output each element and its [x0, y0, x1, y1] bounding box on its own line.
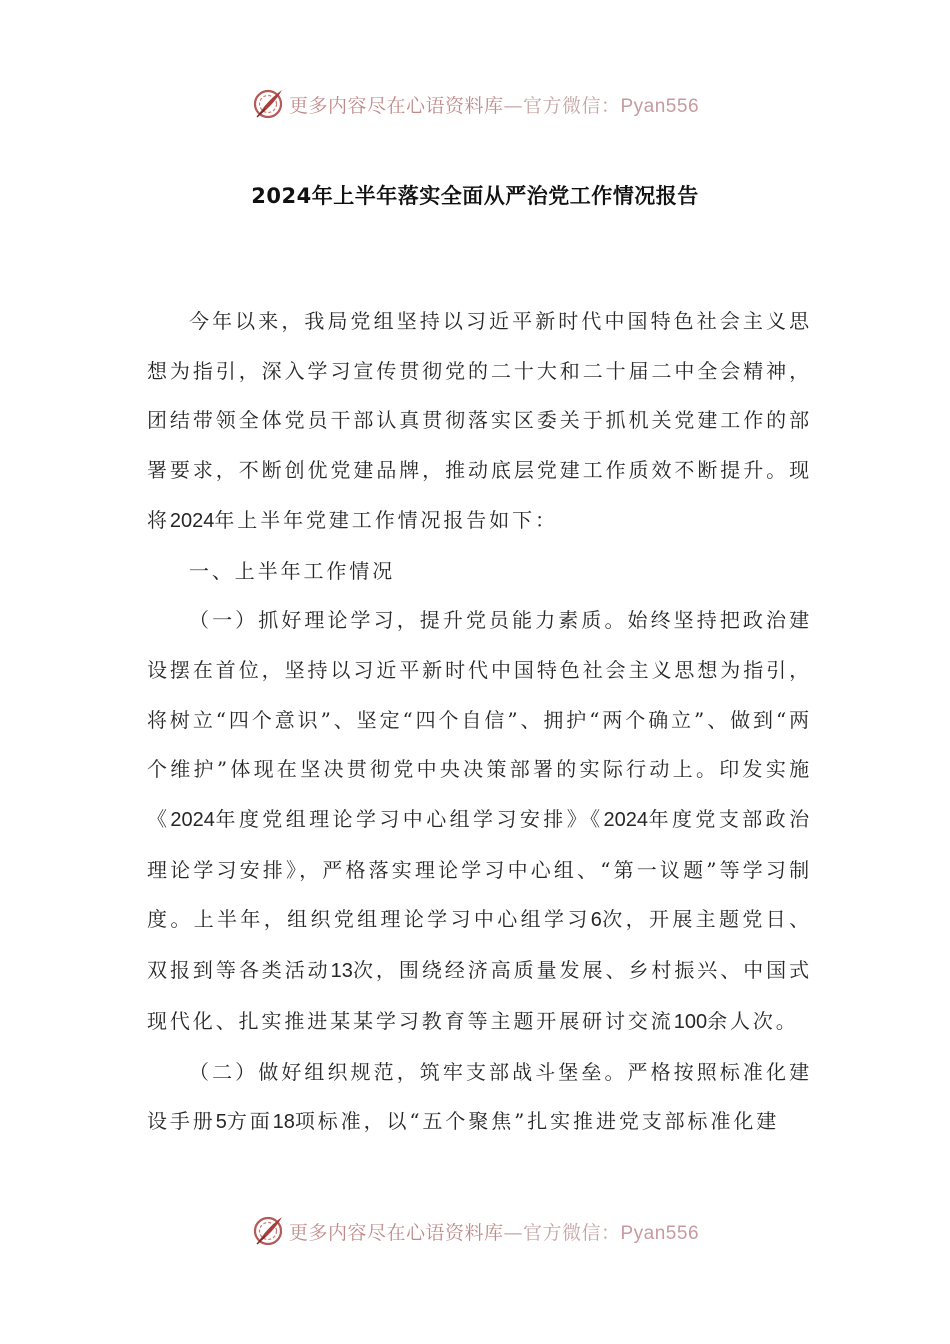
paragraph-organization: （二）做好组织规范，筑牢支部战斗堡垒。严格按照标准化建设手册5方面18项标准，以“五个聚焦”扎实推进党支部标准化建	[147, 1059, 812, 1134]
watermark-site-name: 更多内容尽在心语资料库	[288, 94, 504, 117]
watermark-site-name: 更多内容尽在心语资料库	[288, 1221, 504, 1244]
document-body	[147, 297, 812, 1148]
watermark-text	[289, 91, 699, 118]
watermark-wechat-label: —官方微信：	[503, 1221, 621, 1244]
quill-logo-icon	[251, 1214, 285, 1248]
watermark-wechat-handle: Pyan556	[620, 1222, 700, 1244]
paragraph-theory-study: （一）抓好理论学习，提升党员能力素质。始终坚持把政治建设摆在首位，坚持以习近平新时代中国特色社会主义思想为指引，将树立“四个意识”、坚定“四个自信”、拥护“两个确立”、做到“两个维护”体现在坚决贯彻党中央决策部署的实际行动上。印发实施《2024年度党组理论学习中心组学习安排》《2024年度党支部政治理论学习安排》，严格落实理论学习中心组、“第一议题”等学习制度。上半年，组织党组理论学习中心组学习6次，开展主题党日、双报到等各类活动13次，围绕经济高质量发展、乡村振兴、中国式现代化、扎实推进某某学习教育等主题开展研讨交流100余人次。	[147, 608, 813, 1033]
paragraph-intro: 今年以来，我局党组坚持以习近平新时代中国特色社会主义思想为指引，深入学习宣传贯彻党的二十大和二十届二中全会精神，团结带领全体党员干部认真贯彻落实区委关于抓机关党建工作的部署要求，不断创优党建品牌，推动底层党建工作质效不断提升。现将2024年上半年党建工作情况报告如下：	[147, 309, 812, 532]
footer-watermark-banner	[0, 1211, 950, 1251]
section-heading-1: 一、上半年工作情况	[189, 558, 396, 583]
watermark-wechat-handle: Pyan556	[620, 95, 700, 117]
quill-logo-icon	[251, 87, 285, 121]
document-title: 2024年上半年落实全面从严治党工作情况报告	[251, 184, 699, 208]
watermark-wechat-label: —官方微信：	[503, 94, 621, 117]
header-watermark-banner	[0, 84, 950, 124]
watermark-text	[289, 1218, 699, 1245]
